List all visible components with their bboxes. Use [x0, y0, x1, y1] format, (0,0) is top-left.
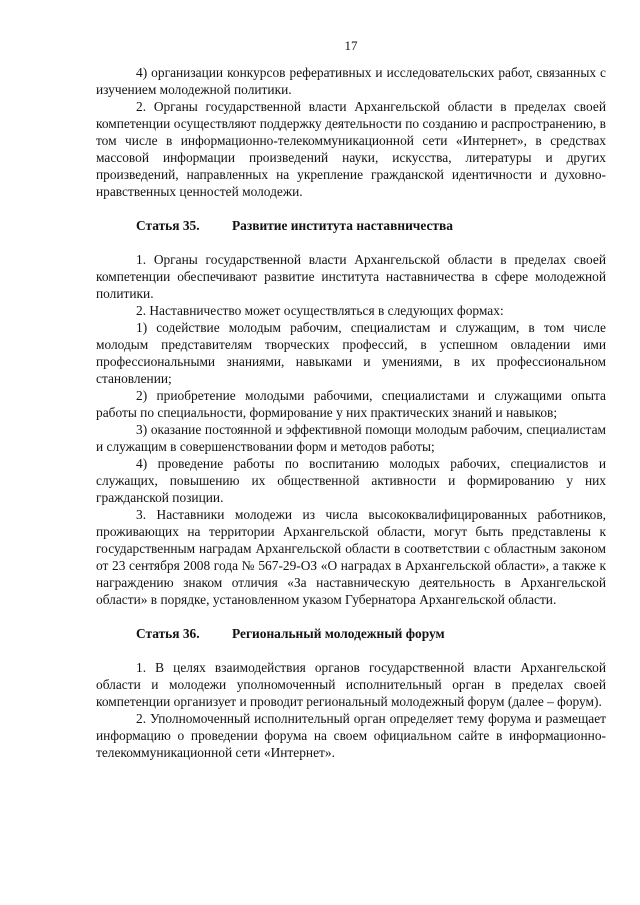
- article-35-number: Статья 35.: [136, 218, 200, 233]
- article-35-paragraph-6: 4) проведение работы по воспитанию молодых рабочих, специалистов и служащих, повышению их общественной активности и формированию у них гражданской позиции.: [96, 456, 606, 505]
- article-35-paragraph-2: 2. Наставничество может осуществляться в следующих формах:: [136, 303, 504, 318]
- article-36-number: Статья 36.: [136, 626, 200, 641]
- paragraph-intro-1: 4) организации конкурсов реферативных и исследовательских работ, связанных с изучением молодежной политики.: [96, 65, 606, 97]
- article-36-heading: [136, 625, 606, 642]
- article-36-paragraph-2: 2. Уполномоченный исполнительный орган определяет тему форума и размещает информацию о проведении форума на своем официальном сайте в информационно-телекоммуникационной сети «Интернет».: [96, 711, 606, 760]
- article-35-paragraph-5: 3) оказание постоянной и эффективной помощи молодым рабочим, специалистам и служащим в совершенствовании форм и методов работы;: [96, 422, 606, 454]
- article-35-heading: [136, 217, 606, 234]
- article-35-paragraph-3: 1) содействие молодым рабочим, специалистам и служащим, в том числе молодым представителям творческих профессий, в успешном овладении ими профессиональными знаниями, навыками и умениями, в их профессиональном становлении;: [96, 320, 606, 386]
- article-35-paragraph-7: 3. Наставники молодежи из числа высококвалифицированных работников, проживающих на территории Архангельской области, могут быть представлены к государственным наградам Архангельской области в соответствии с областным законом от 23 сентября 2008 года № 567-29-ОЗ «О наградах в Архангельской области», а также к награждению знаком отличия «За наставническую деятельность в Архангельской области» в порядке, установленном указом Губернатора Архангельской области.: [96, 507, 606, 607]
- paragraph-intro-2: 2. Органы государственной власти Архангельской области в пределах своей компетенции осуществляют поддержку деятельности по созданию и распространению, в том числе в информационно-телекоммуникационной сети «Интернет», в средствах массовой информации произведений науки, искусства, литературы и других произведений, направленных на укрепление гражданской идентичности и духовно-нравственных ценностей молодежи.: [96, 99, 606, 199]
- article-35-title: Развитие института наставничества: [232, 218, 453, 233]
- article-35-paragraph-4: 2) приобретение молодыми рабочими, специалистами и служащими опыта работы по специальности, формирование у них практических знаний и навыков;: [96, 388, 606, 420]
- article-36-paragraph-1: 1. В целях взаимодействия органов государственной власти Архангельской области и молодежи уполномоченный исполнительный орган в пределах своей компетенции организует и проводит региональный молодежный форум (далее – форум).: [96, 660, 606, 709]
- article-36-title: Региональный молодежный форум: [232, 626, 445, 641]
- article-35-paragraph-1: 1. Органы государственной власти Архангельской области в пределах своей компетенции обеспечивают развитие института наставничества в сфере молодежной политики.: [96, 252, 606, 301]
- page-number: 17: [344, 38, 358, 53]
